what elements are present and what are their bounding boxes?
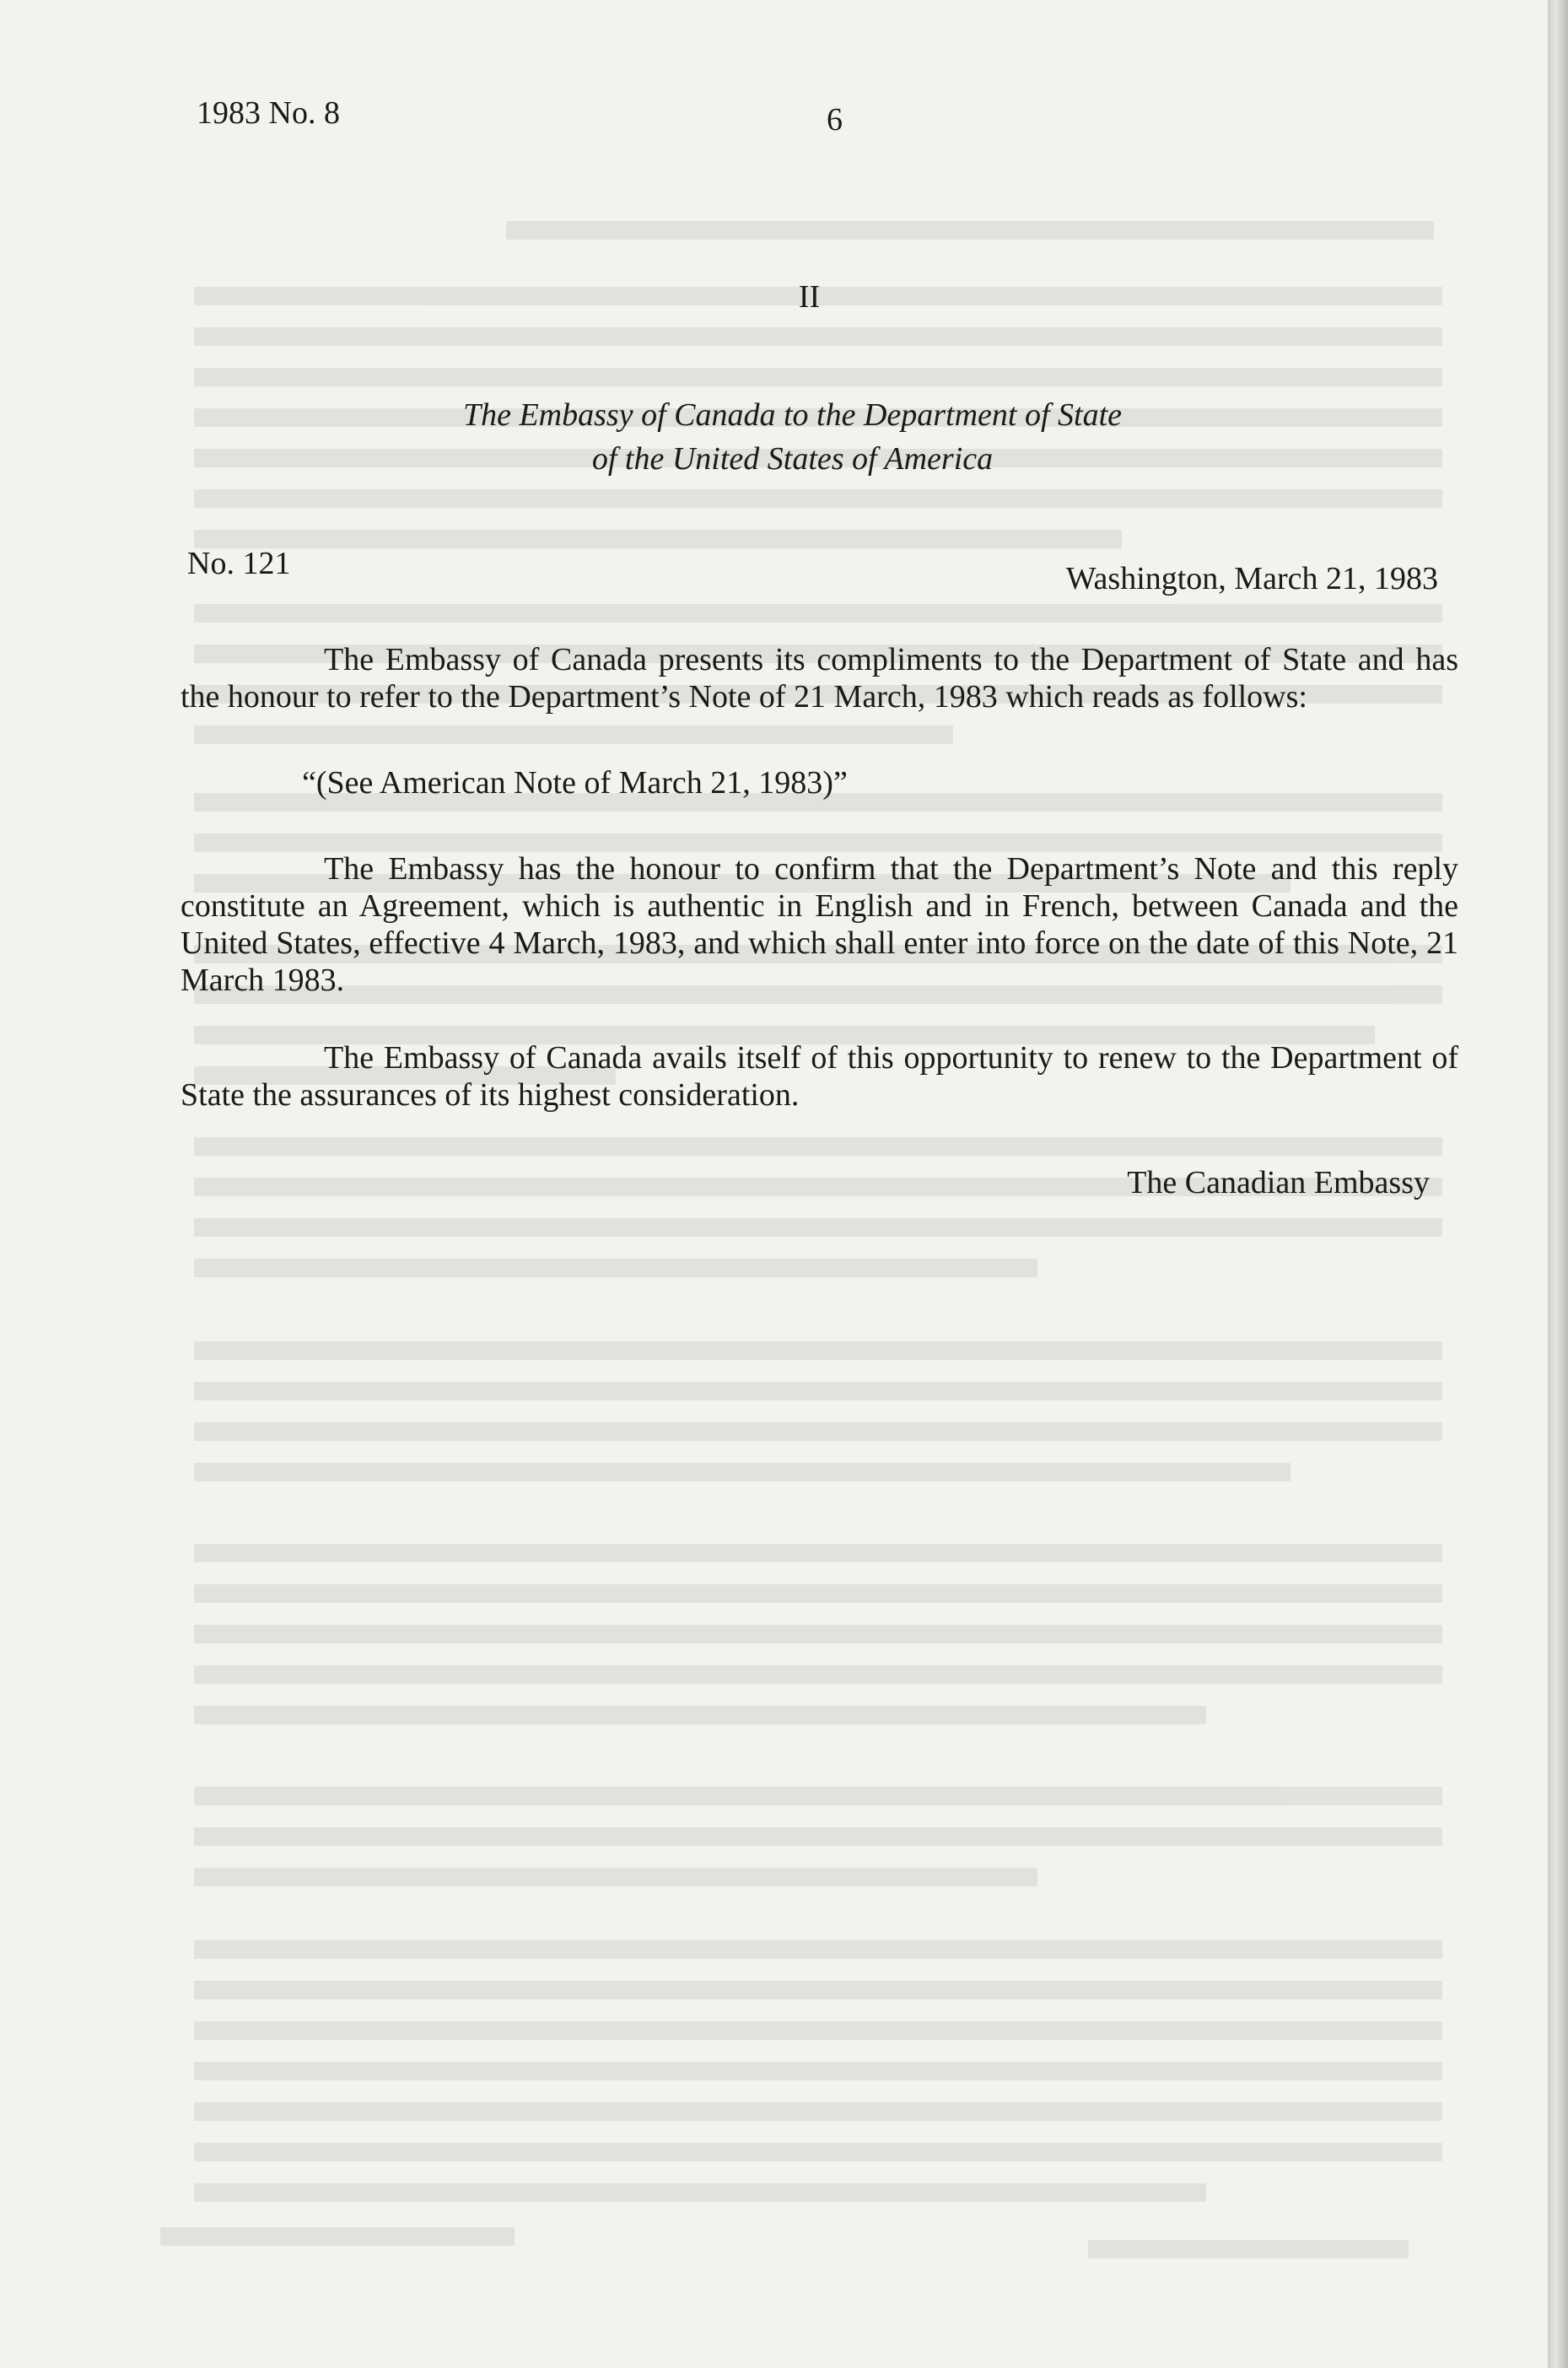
paragraph-closing: The Embassy of Canada avails itself of this opportunity to renew to the Department of State the assurances of its highest consideration. <box>181 1040 1458 1113</box>
note-title-line-2: of the United States of America <box>591 441 994 477</box>
paragraph-compliments: The Embassy of Canada presents its compliments to the Department of State and has the honour to refer to the Department’s Note of 21 March, 1983 which reads as follows: <box>181 642 1458 715</box>
quoted-reference: “(See American Note of March 21, 1983)” <box>302 765 848 801</box>
document-year-number: 1983 No. 8 <box>197 95 340 131</box>
dateline: Washington, March 21, 1983 <box>1065 561 1438 596</box>
signature: The Canadian Embassy <box>1127 1165 1430 1200</box>
note-title-line-1: The Embassy of Canada to the Department of State <box>462 397 1123 433</box>
page-number: 6 <box>827 102 843 138</box>
section-number: II <box>798 279 821 315</box>
page-edge-shadow <box>1548 0 1568 2368</box>
paragraph-agreement: The Embassy has the honour to confirm that the Department’s Note and this reply constitute an Agreement, which is authentic in English and in French, between Canada and the United States, effective 4 March, 1983, and which shall enter into force on the date of this Note, 21 March 1983. <box>181 851 1458 998</box>
note-number: No. 121 <box>187 546 291 581</box>
